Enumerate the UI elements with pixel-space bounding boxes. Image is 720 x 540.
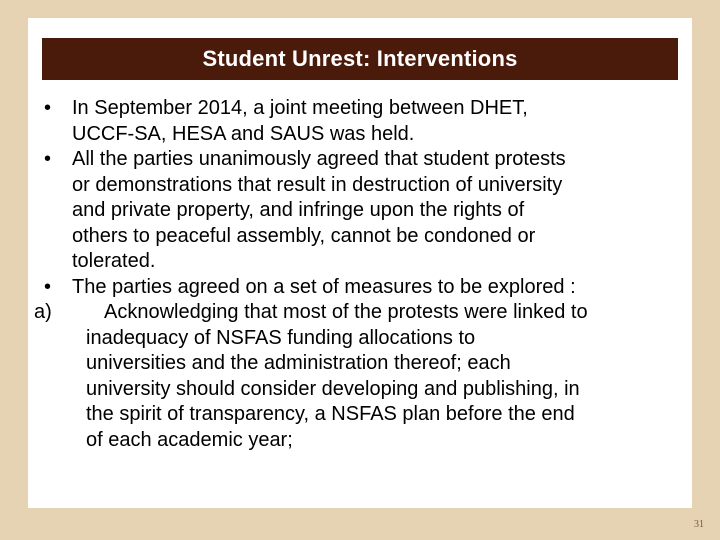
list-item bbox=[0, 300, 720, 326]
list-item-continuation bbox=[0, 326, 720, 352]
page-number: 31 bbox=[694, 519, 704, 530]
item-text-line: UCCF-SA, HESA and SAUS was held. bbox=[72, 122, 415, 145]
bullet-icon: • bbox=[44, 148, 52, 170]
list-item-continuation bbox=[0, 198, 720, 224]
slide-body bbox=[0, 96, 720, 453]
list-item bbox=[0, 96, 720, 122]
list-item bbox=[0, 147, 720, 173]
slide-title: Student Unrest: Interventions bbox=[202, 46, 518, 71]
list-item-continuation bbox=[0, 402, 720, 428]
item-text-line: the spirit of transparency, a NSFAS plan before the end bbox=[86, 403, 575, 425]
list-item-continuation bbox=[0, 224, 720, 250]
list-item-continuation bbox=[0, 249, 720, 275]
item-text-line: or demonstrations that result in destruction of university bbox=[72, 173, 563, 196]
bullet-icon: • bbox=[44, 275, 52, 298]
item-text-line: All the parties unanimously agreed that student protests bbox=[72, 148, 566, 170]
item-text-line: and private property, and infringe upon the rights of bbox=[72, 199, 525, 221]
title-bar bbox=[42, 38, 678, 80]
item-text-line: Acknowledging that most of the protests were linked to bbox=[104, 301, 588, 323]
item-text-line: others to peaceful assembly, cannot be condoned or bbox=[72, 224, 536, 247]
item-text-line: of each academic year; bbox=[86, 428, 293, 451]
list-item-continuation bbox=[0, 173, 720, 199]
list-item-continuation bbox=[0, 122, 720, 148]
item-text-line: universities and the administration thereof; each bbox=[86, 352, 511, 374]
list-item-continuation bbox=[0, 377, 720, 403]
item-text-line: The parties agreed on a set of measures to be explored : bbox=[72, 275, 576, 298]
list-item bbox=[0, 275, 720, 301]
list-item-continuation bbox=[0, 428, 720, 454]
item-text-line: inadequacy of NSFAS funding allocations to bbox=[86, 326, 476, 349]
item-text-line: university should consider developing and publishing, in bbox=[86, 377, 580, 400]
item-text-line: In September 2014, a joint meeting between DHET, bbox=[72, 97, 528, 119]
bullet-icon: • bbox=[44, 97, 52, 119]
item-text-line: tolerated. bbox=[72, 250, 156, 272]
list-item-continuation bbox=[0, 351, 720, 377]
list-letter-marker: a) bbox=[34, 301, 52, 323]
